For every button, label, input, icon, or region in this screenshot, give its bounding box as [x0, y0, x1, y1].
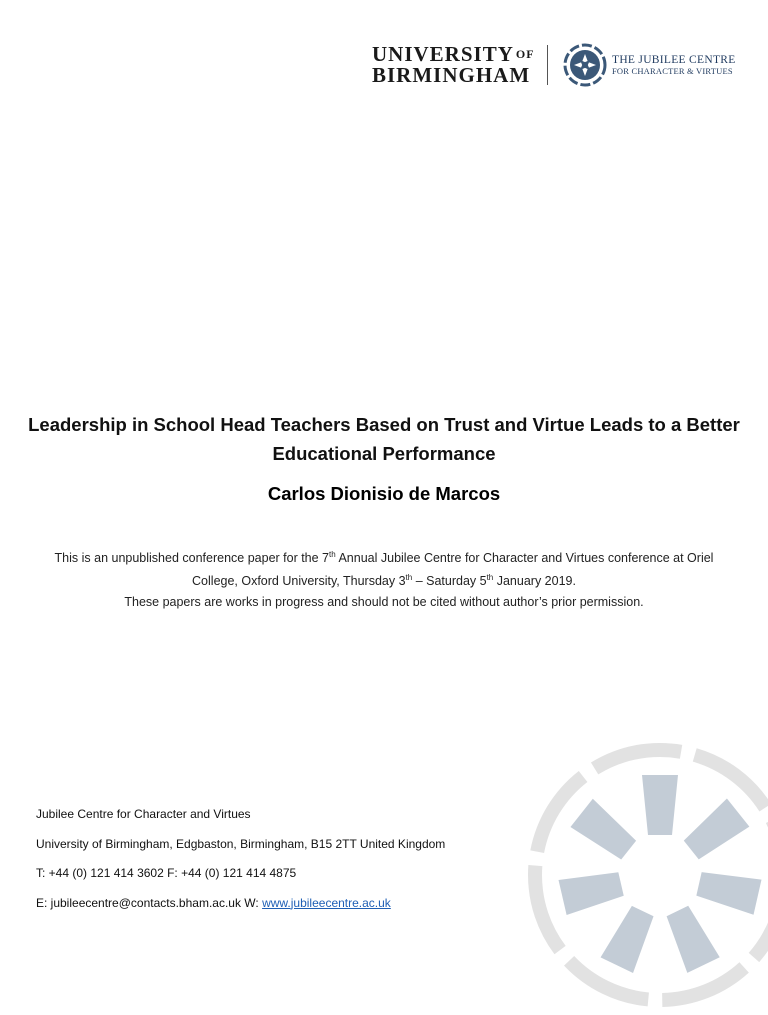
website-link[interactable]: www.jubileecentre.ac.uk [262, 895, 391, 910]
logo-divider [547, 45, 548, 85]
note-sup3: th [486, 573, 494, 583]
university-of-birmingham-logo [372, 44, 535, 86]
citation-disclaimer: These papers are works in progress and should not be cited without author’s prior permission. [124, 595, 644, 609]
footer-email: E: jubileecentre@contacts.bham.ac.uk W: [36, 895, 263, 910]
footer-address: University of Birmingham, Edgbaston, Birmingham, B15 2TT United Kingdom [36, 836, 446, 851]
footer-contact-line [36, 894, 445, 924]
note-sup2: th [405, 573, 413, 583]
footer-org: Jubilee Centre for Character and Virtues [36, 807, 251, 821]
paper-author: Carlos Dionisio de Marcos [267, 483, 501, 504]
paper-title: Leadership in School Head Teachers Based on Trust and Virtue Leads to a Better Educational Performance [28, 414, 740, 464]
jubilee-centre-logo-text [612, 54, 736, 77]
logo-of: OF [515, 47, 535, 61]
note-part3: – Saturday 5 [412, 574, 487, 589]
note-part4: January 2019. [493, 574, 576, 589]
logo-university: UNIVERSITY [372, 42, 514, 66]
note-sup1: th [329, 550, 336, 559]
jc-logo-line1: THE JUBILEE CENTRE [612, 54, 736, 66]
note-part2: Annual Jubilee Centre for Character and Virtues conference at Oriel College, Oxford University, Thursday 3 [192, 551, 714, 589]
logo-birmingham: BIRMINGHAM [372, 63, 531, 87]
footer-phone: T: +44 (0) 121 414 3602 F: +44 (0) 121 414 4875 [36, 866, 297, 880]
watermark-compass-star-icon [520, 735, 768, 1015]
contact-footer [36, 805, 445, 923]
note-part1: This is an unpublished conference paper for the 7 [54, 551, 330, 566]
jc-logo-line2: FOR CHARACTER & VIRTUES [612, 66, 733, 76]
compass-star-icon [562, 42, 608, 88]
conference-note [30, 545, 738, 591]
